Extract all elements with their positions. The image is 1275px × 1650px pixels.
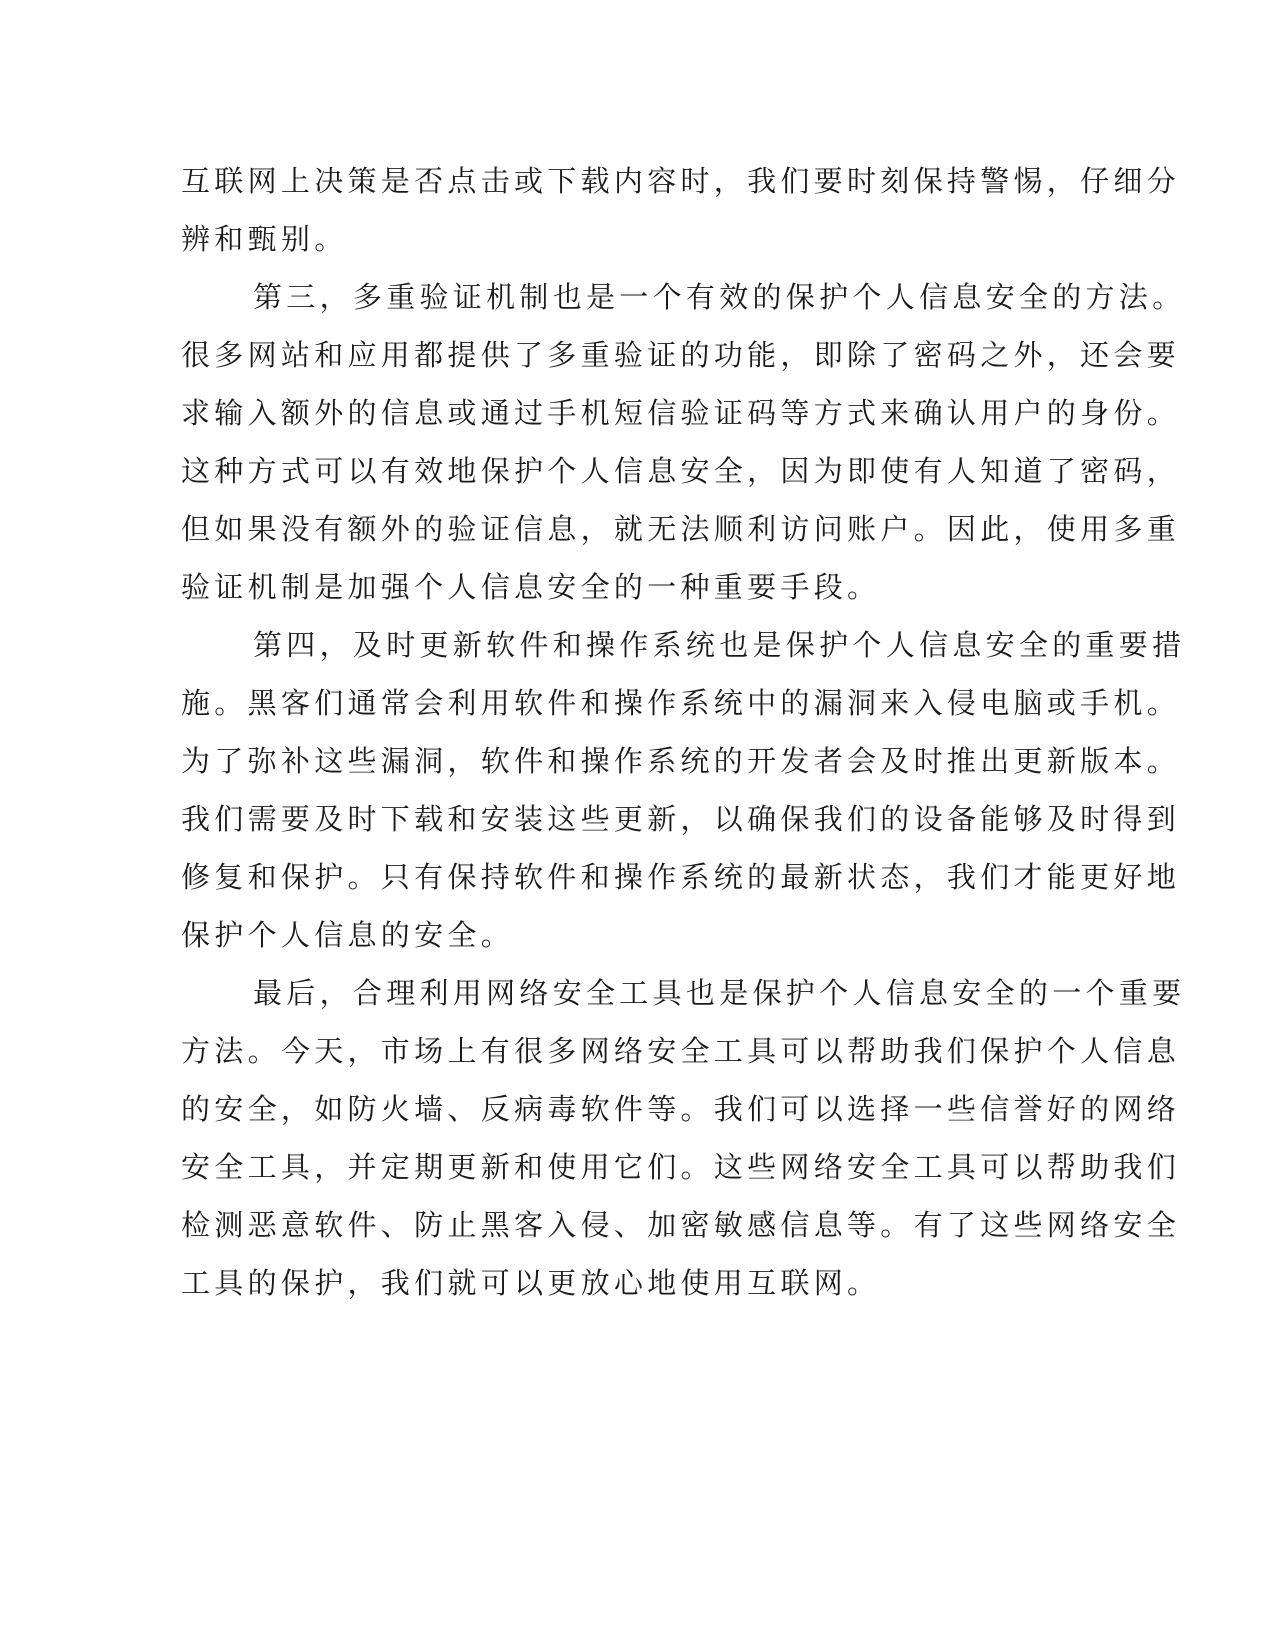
paragraph-start-line: 第四，及时更新软件和操作系统也是保护个人信息安全的重要措 [253, 628, 1186, 662]
text-line: 很多网站和应用都提供了多重验证的功能，即除了密码之外，还会要 [181, 338, 1181, 372]
text-line: 但如果没有额外的验证信息，就无法顺利访问账户。因此，使用多重 [181, 512, 1181, 546]
paragraph-start-line: 第三，多重验证机制也是一个有效的保护个人信息安全的方法。 [253, 280, 1186, 314]
text-line: 互联网上决策是否点击或下载内容时，我们要时刻保持警惕，仔细分 [181, 164, 1181, 198]
text-line: 我们需要及时下载和安装这些更新，以确保我们的设备能够及时得到 [181, 802, 1181, 836]
text-line: 求输入额外的信息或通过手机短信验证码等方式来确认用户的身份。 [181, 396, 1181, 430]
paragraph-start-line: 最后，合理利用网络安全工具也是保护个人信息安全的一个重要 [253, 976, 1186, 1010]
text-line: 安全工具，并定期更新和使用它们。这些网络安全工具可以帮助我们 [181, 1150, 1181, 1184]
text-line: 这种方式可以有效地保护个人信息安全，因为即使有人知道了密码， [181, 454, 1181, 488]
text-line: 工具的保护，我们就可以更放心地使用互联网。 [181, 1266, 881, 1300]
text-line: 为了弥补这些漏洞，软件和操作系统的开发者会及时推出更新版本。 [181, 744, 1181, 778]
text-line: 辨和甄别。 [181, 222, 348, 256]
text-line: 施。黑客们通常会利用软件和操作系统中的漏洞来入侵电脑或手机。 [181, 686, 1181, 720]
text-line: 修复和保护。只有保持软件和操作系统的最新状态，我们才能更好地 [181, 860, 1181, 894]
text-line: 保护个人信息的安全。 [181, 918, 515, 952]
text-line: 方法。今天，市场上有很多网络安全工具可以帮助我们保护个人信息 [181, 1034, 1181, 1068]
text-line: 的安全，如防火墙、反病毒软件等。我们可以选择一些信誉好的网络 [181, 1092, 1181, 1126]
text-line: 检测恶意软件、防止黑客入侵、加密敏感信息等。有了这些网络安全 [181, 1208, 1181, 1242]
text-line: 验证机制是加强个人信息安全的一种重要手段。 [181, 570, 881, 604]
